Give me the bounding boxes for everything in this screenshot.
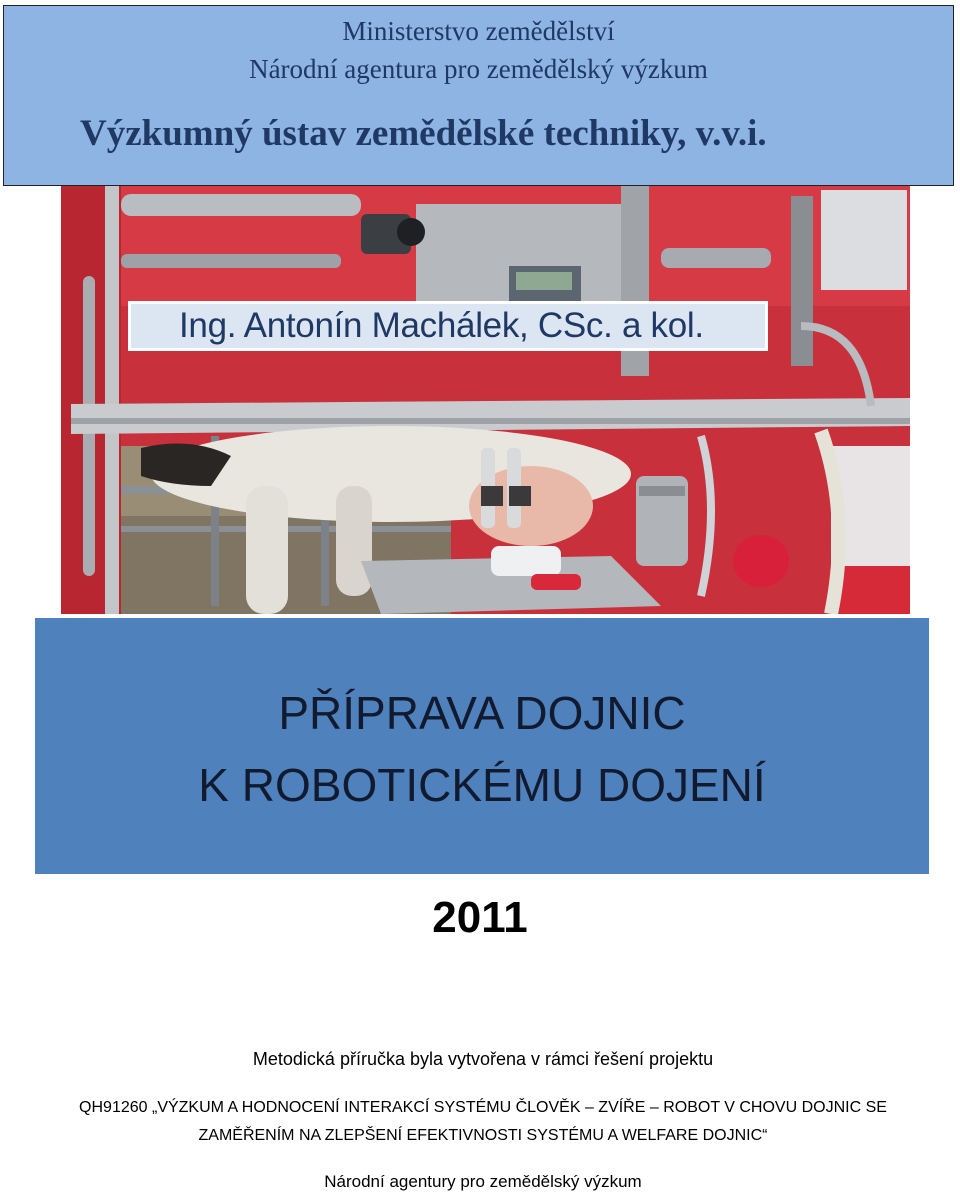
title-line-1: PŘÍPRAVA DOJNIC <box>278 687 686 739</box>
agency-name: Národní agentura pro zemědělský výzkum <box>249 54 708 84</box>
project-title-line-1: QH91260 „VÝZKUM A HODNOCENÍ INTERAKCÍ SYSTÉMU ČLOVĚK – ZVÍŘE – ROBOT V CHOVU DOJNIC SE <box>79 1099 887 1116</box>
author-label: Ing. Antonín Machálek, CSc. a kol. <box>128 301 768 351</box>
project-intro: Metodická příručka byla vytvořena v rámci řešení projektu <box>252 1049 714 1069</box>
institute-name: Výzkumný ústav zemědělské techniky, v.v.i. <box>80 113 767 154</box>
header-banner <box>3 5 954 186</box>
project-title-line-2: ZAMĚŘENÍM NA ZLEPŠENÍ EFEKTIVNOSTI SYSTÉMU A WELFARE DOJNIC“ <box>198 1127 768 1144</box>
title-line-2: K ROBOTICKÉMU DOJENÍ <box>198 759 766 811</box>
publication-year: 2011 <box>432 893 528 942</box>
ministry-name: Ministerstvo zemědělství <box>342 16 615 46</box>
cover-photo-milking-robot <box>61 186 910 614</box>
title-band <box>35 618 929 874</box>
funding-agency: Národní agentury pro zemědělský výzkum <box>324 1172 642 1191</box>
